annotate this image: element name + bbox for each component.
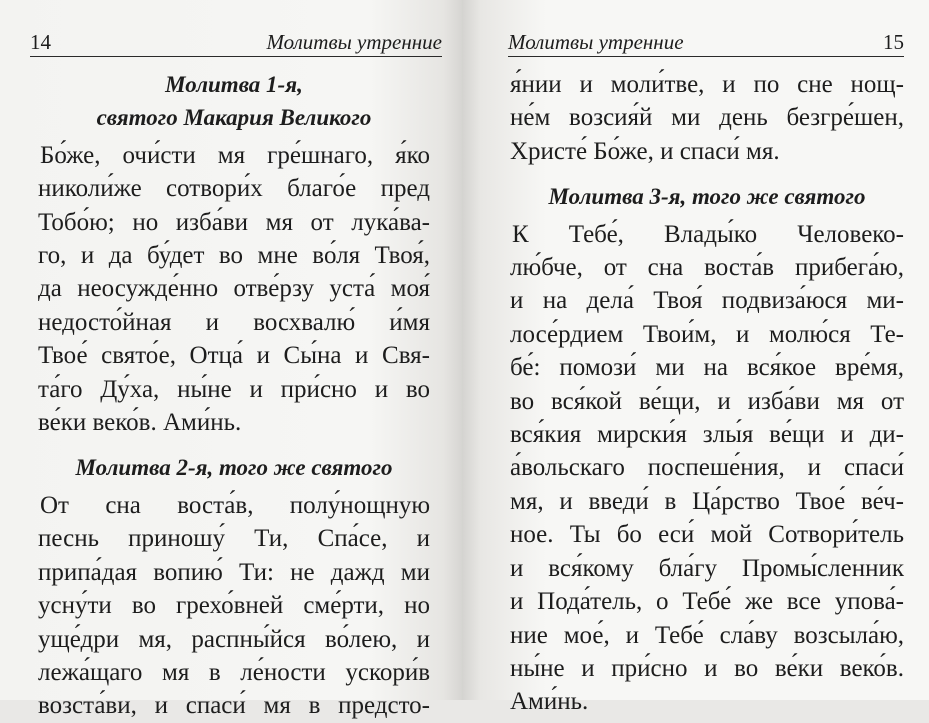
- text-line: во вся́кой ве́щи, и изба́ви мя от: [510, 387, 904, 415]
- text-line: вся́кия мирски́я злы́я ве́щи и ди-: [510, 421, 904, 449]
- text-line: От сна воста́в, полу́нощную: [40, 491, 430, 519]
- text-line: припа́дая вопию́ Ти: не дажд ми: [38, 558, 430, 586]
- right-page: [462, 0, 929, 716]
- page-number-left: 14: [30, 30, 51, 54]
- right-text-block: [510, 68, 904, 719]
- text-line: песнь приношу́ Ти, Спа́се, и: [38, 525, 430, 553]
- text-line: и Пода́тель, о Тебе́ же все упова́-: [510, 588, 904, 616]
- text-line: Тобо́ю; но изба́ви мя от лука́ва-: [38, 208, 430, 236]
- text-line: ны́не и при́сно и во ве́ки веко́в.: [510, 654, 904, 682]
- text-line: Ами́нь.: [510, 688, 589, 716]
- text-line: и вся́кому бла́гу Промы́сленник: [510, 554, 904, 582]
- text-line: Христе́ Бо́же, и спаси́ мя.: [510, 137, 780, 165]
- text-line: я́нии и моли́тве, и по сне нощ-: [510, 71, 904, 98]
- text-line: и на дела́ Твоя́ подвиза́юся ми-: [510, 287, 904, 315]
- prayer-1-heading-line-1: Молитва 1-я,: [165, 72, 303, 97]
- prayer-2-continuation: [510, 68, 904, 168]
- text-line: мя, и введи́ в Ца́рство Твое́ ве́ч-: [510, 487, 904, 515]
- text-line: да неосужде́нно отве́рзу уста́ моя́: [38, 275, 430, 303]
- text-line: недосто́йная и восхвалю́ и́мя: [38, 308, 430, 336]
- running-head-right: [508, 28, 904, 57]
- text-line: николи́же сотвори́х благо́е пред: [38, 175, 430, 203]
- text-line: усну́ти во грехо́вней сме́рти, но: [38, 592, 430, 620]
- text-line: К Тебе́, Влады́ко Человеко-: [512, 220, 904, 248]
- text-line: ве́ки веко́в. Ами́нь.: [38, 409, 242, 437]
- text-line: не́м возсия́й ми день безгре́шен,: [510, 104, 904, 132]
- text-line: та́го Ду́ха, ны́не и при́сно и во: [38, 375, 430, 403]
- text-line: Твое́ свято́е, Отца́ и Сы́на и Свя-: [38, 342, 430, 370]
- text-line: возста́ви, и спаси́ мя в предсто-: [38, 692, 430, 720]
- prayer-2-heading: Молитва 2-я, того же святого: [75, 455, 393, 481]
- text-line: лежа́щаго мя в ле́ности ускори́в: [38, 658, 430, 686]
- text-line: уще́дри мя, распны́йся во́лею, и: [38, 625, 430, 653]
- text-line: а́вольскаго поспеше́ния, и спаси́: [510, 454, 904, 482]
- text-line: ное. Ты бо еси́ мой Сотвори́тель: [510, 521, 904, 549]
- prayer-3-heading: Молитва 3-я, того же святого: [548, 184, 866, 210]
- page-number-right: 15: [883, 30, 904, 54]
- text-line: го, и да бу́дет во мне во́ля Твоя́,: [38, 242, 430, 270]
- text-line: ние мое́, и Тебе́ сла́ву возсыла́ю,: [510, 621, 904, 649]
- text-line: Бо́же, очи́сти мя гре́шнаго, я́ко: [40, 141, 430, 169]
- prayer-1-text: [38, 139, 430, 440]
- running-title-right: Молитвы утренние: [508, 30, 684, 54]
- text-line: лосе́рдием Твои́м, и молю́ся Те-: [510, 320, 904, 348]
- left-page: [0, 0, 462, 720]
- left-text-block: [38, 68, 430, 723]
- text-line: бе́: помози́ ми на вся́кое вре́мя,: [510, 354, 904, 382]
- running-title-left: Молитвы утренние: [266, 30, 442, 54]
- prayer-3-text: [510, 218, 904, 719]
- text-line: лю́бче, от сна воста́в прибега́ю,: [510, 254, 904, 282]
- prayer-2-text: [38, 489, 430, 723]
- prayer-1-heading-line-2: святого Макария Великого: [96, 105, 372, 131]
- running-head-left: [30, 28, 442, 57]
